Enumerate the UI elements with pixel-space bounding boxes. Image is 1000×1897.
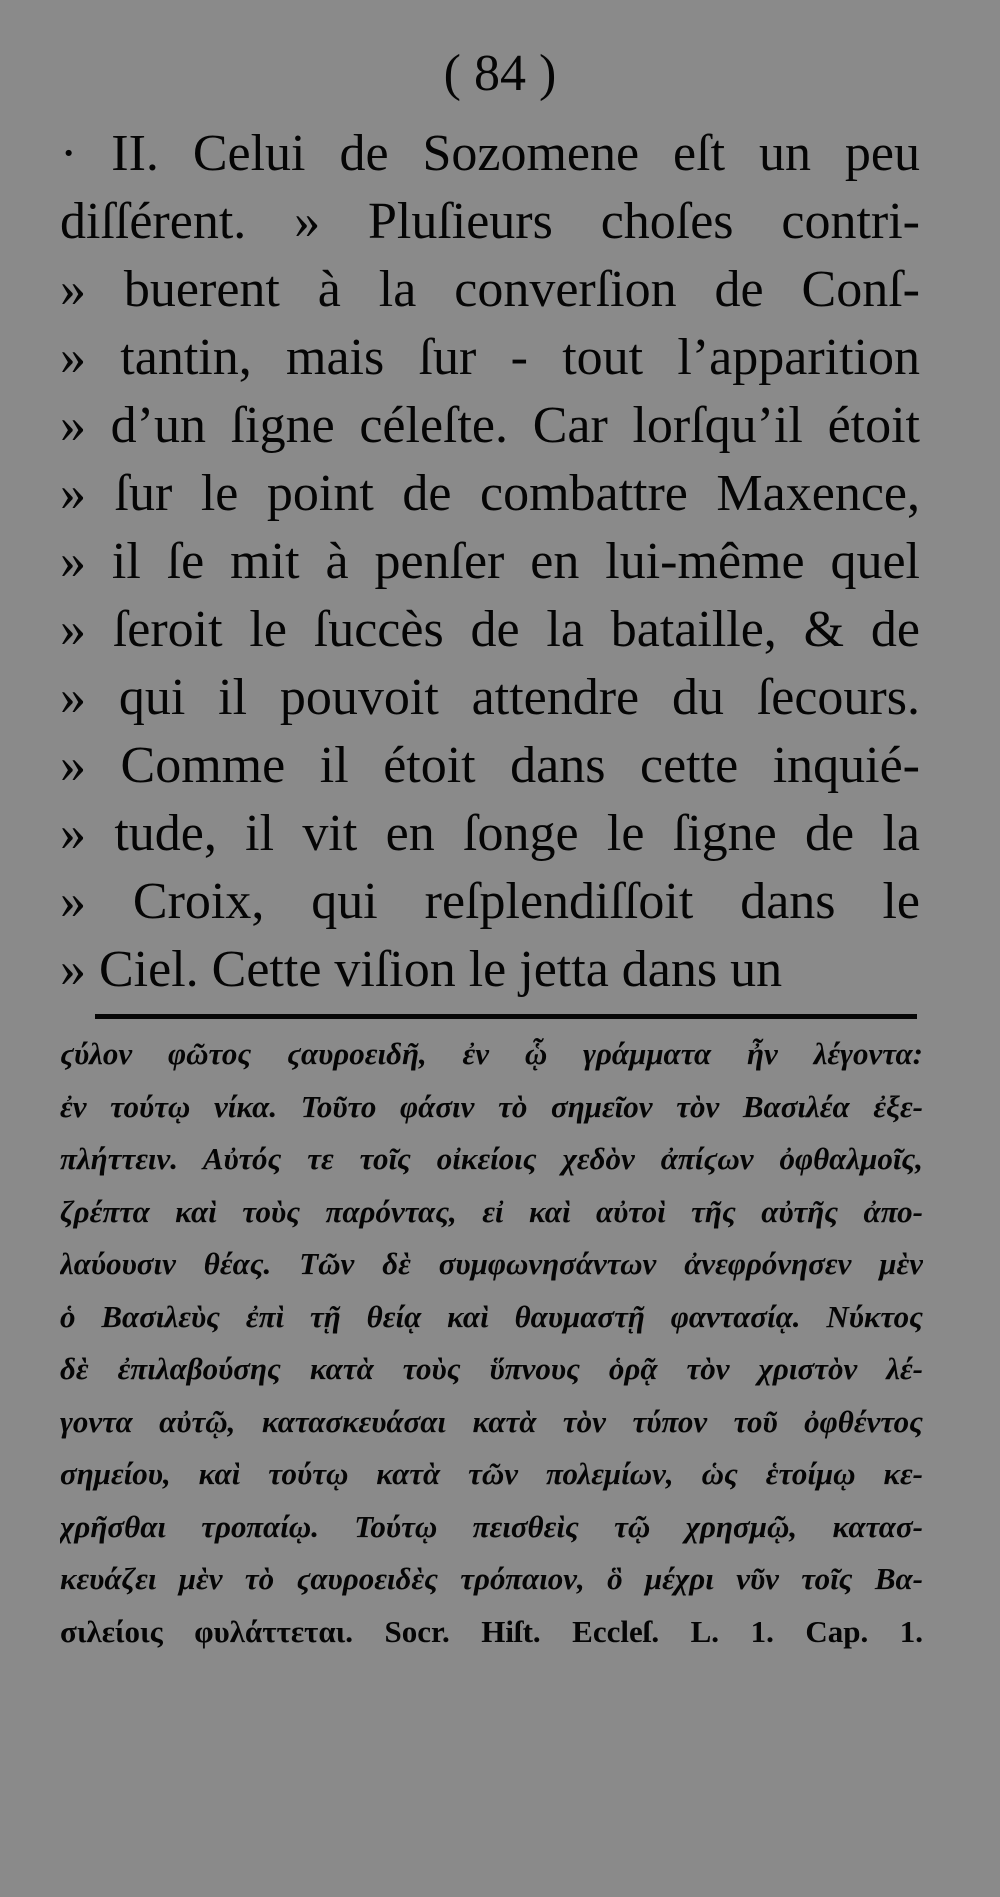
- footnote-line: κευάζει μὲν τὸ ϛαυροειδὲς τρόπαιον, ὃ μέχρι νῦν τοῖς Βα-: [60, 1561, 923, 1596]
- text-line: » ſeroit le ſuccès de la bataille, & de: [60, 601, 920, 658]
- main-text-block: [60, 120, 920, 1004]
- footnote-line: σημείου, καὶ τούτῳ κατὰ τῶν πολεμίων, ὡς ἑτοίμῳ κε-: [60, 1456, 923, 1491]
- greek-footnote-block: [60, 1028, 923, 1658]
- footnote-line: χρῆσθαι τροπαίῳ. Τούτῳ πεισθεὶς τῷ χρησμῷ, κατασ-: [60, 1508, 923, 1544]
- text-line: · II. Celui de Sozomene eſt un peu: [60, 125, 920, 182]
- text-line: diſſérent. » Pluſieurs choſes contri-: [60, 193, 920, 250]
- text-line: » tantin, mais ſur - tout l’apparition: [60, 329, 920, 386]
- text-line: » qui il pouvoit attendre du ſecours.: [60, 669, 920, 726]
- text-line: » il ſe mit à penſer en lui-même quel: [60, 533, 920, 590]
- footnote-line: ζρέπτα καὶ τοὺς παρόντας, εἰ καὶ αὐτοὶ τῆς αὐτῆς ἀπο-: [60, 1193, 923, 1229]
- footnote-citation-line: σιλείοις φυλάττεται. Socr. Hiſt. Eccleſ. L. 1. Cap. 1.: [60, 1613, 923, 1649]
- footnote-line: ἐν τούτῳ νίκα. Τοῦτο φάσιν τὸ σημεῖον τὸν Βασιλέα ἐξε-: [60, 1088, 923, 1124]
- footnote-line: δὲ ἐπιλαβούσης κατὰ τοὺς ὕπνους ὁρᾷ τὸν χριστὸν λέ-: [60, 1351, 923, 1386]
- footnote-line: πλήττειν. Αὐτός τε τοῖς οἰκείοις χεδὸν ἀπίϛων ὀφθαλμοῖς,: [60, 1141, 923, 1176]
- text-line: » Croix, qui reſplendiſſoit dans le: [60, 873, 920, 930]
- text-line: » Ciel. Cette viſion le jetta dans un: [60, 941, 783, 998]
- footnote-line: γοντα αὐτῷ, κατασκευάσαι κατὰ τὸν τύπον τοῦ ὀφθέντος: [60, 1403, 923, 1439]
- page-number: ( 84 ): [443, 45, 557, 102]
- footnote-line: λαύουσιν θέας. Τῶν δὲ συμφωνησάντων ἀνεφρόνησεν μὲν: [60, 1246, 923, 1281]
- text-line: » Comme il étoit dans cette inquié-: [60, 737, 920, 794]
- footnote-divider: [95, 1014, 917, 1019]
- text-line: » buerent à la converſion de Conſ-: [60, 261, 920, 318]
- footnote-line: ϛύλον φῶτος ϛαυροειδῆ, ἐν ᾧ γράμματα ἦν λέγοντα:: [60, 1036, 923, 1071]
- text-line: » d’un ſigne céleſte. Car lorſqu’il étoit: [60, 397, 920, 454]
- footnote-line: ὁ Βασιλεὺς ἐπὶ τῇ θείᾳ καὶ θαυμαστῇ φαντασίᾳ. Νύκτος: [60, 1298, 923, 1334]
- text-line: » tude, il vit en ſonge le ſigne de la: [60, 805, 920, 862]
- text-line: » ſur le point de combattre Maxence,: [60, 465, 920, 522]
